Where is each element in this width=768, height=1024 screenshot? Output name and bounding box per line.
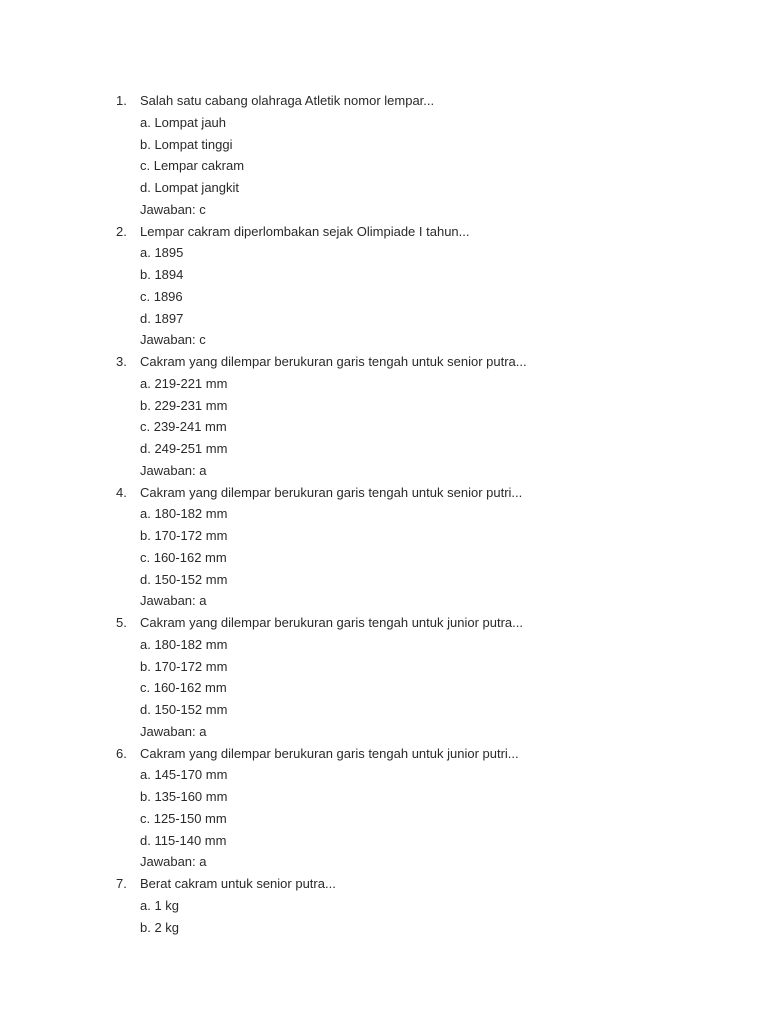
option-row	[0, 569, 768, 591]
question-number: 1.	[116, 93, 127, 108]
quiz-document	[0, 90, 768, 938]
question-row	[0, 482, 768, 504]
option-text: c. Lempar cakram	[140, 158, 245, 174]
option-text: a. 219-221 mm	[140, 375, 228, 391]
option-row	[0, 656, 768, 678]
option-text: c. 125-150 mm	[140, 810, 227, 826]
option-text: d. 150-152 mm	[140, 571, 228, 587]
option-text: b. 170-172 mm	[140, 658, 228, 674]
answer-row	[0, 329, 768, 351]
question-text: Cakram yang dilempar berukuran garis tengah untuk senior putri...	[140, 484, 523, 500]
option-text: a. 180-182 mm	[140, 506, 228, 522]
answer-text: Jawaban: a	[140, 723, 207, 739]
answer-row	[0, 199, 768, 221]
question-row	[0, 743, 768, 765]
question-number: 7.	[116, 876, 127, 891]
answer-row	[0, 851, 768, 873]
option-row	[0, 112, 768, 134]
option-row	[0, 416, 768, 438]
option-row	[0, 917, 768, 939]
question-row	[0, 612, 768, 634]
option-row	[0, 308, 768, 330]
option-text: c. 239-241 mm	[140, 419, 227, 435]
option-row	[0, 134, 768, 156]
question-text: Berat cakram untuk senior putra...	[140, 876, 336, 891]
option-row	[0, 438, 768, 460]
option-text: c. 160-162 mm	[140, 549, 227, 565]
option-row	[0, 547, 768, 569]
option-row	[0, 677, 768, 699]
question-text: Salah satu cabang olahraga Atletik nomor lempar...	[140, 93, 435, 108]
option-row	[0, 286, 768, 308]
option-text: b. 170-172 mm	[140, 528, 228, 543]
question-text: Lempar cakram diperlombakan sejak Olimpiade I tahun...	[140, 223, 470, 239]
option-text: a. Lompat jauh	[140, 114, 227, 130]
question-row	[0, 873, 768, 895]
question-number: 3.	[116, 354, 127, 369]
option-text: d. 115-140 mm	[140, 832, 227, 848]
option-row	[0, 808, 768, 830]
option-row	[0, 264, 768, 286]
option-row	[0, 525, 768, 547]
answer-text: Jawaban: c	[140, 332, 206, 348]
option-row	[0, 895, 768, 917]
option-row	[0, 764, 768, 786]
option-row	[0, 634, 768, 656]
option-row	[0, 395, 768, 417]
option-row	[0, 242, 768, 264]
option-row	[0, 177, 768, 199]
option-text: a. 145-170 mm	[140, 767, 228, 783]
option-text: a. 1 kg	[140, 897, 180, 913]
option-text: b. 1894	[140, 267, 184, 282]
question-text: Cakram yang dilempar berukuran garis tengah untuk senior putra...	[140, 354, 527, 369]
option-text: a. 180-182 mm	[140, 636, 228, 652]
option-row	[0, 155, 768, 177]
question-row	[0, 221, 768, 243]
option-text: d. 249-251 mm	[140, 441, 228, 456]
question-row	[0, 351, 768, 373]
question-text: Cakram yang dilempar berukuran garis tengah untuk junior putri...	[140, 745, 519, 761]
question-row	[0, 90, 768, 112]
question-number: 2.	[116, 223, 127, 239]
option-text: b. 229-231 mm	[140, 397, 228, 413]
option-text: b. 135-160 mm	[140, 789, 228, 804]
option-row	[0, 373, 768, 395]
answer-text: Jawaban: a	[140, 854, 207, 870]
question-number: 5.	[116, 615, 127, 630]
option-row	[0, 503, 768, 525]
option-text: d. Lompat jangkit	[140, 180, 240, 195]
question-number: 4.	[116, 484, 127, 500]
option-text: b. 2 kg	[140, 919, 180, 935]
option-text: d. 1897	[140, 310, 184, 326]
option-row	[0, 830, 768, 852]
answer-row	[0, 590, 768, 612]
option-text: d. 150-152 mm	[140, 702, 228, 717]
answer-text: Jawaban: a	[140, 462, 207, 478]
option-text: c. 160-162 mm	[140, 680, 227, 696]
option-text: b. Lompat tinggi	[140, 136, 233, 152]
option-text: a. 1895	[140, 245, 184, 261]
question-text: Cakram yang dilempar berukuran garis tengah untuk junior putra...	[140, 615, 523, 630]
option-row	[0, 699, 768, 721]
answer-row	[0, 721, 768, 743]
option-text: c. 1896	[140, 288, 183, 304]
option-row	[0, 786, 768, 808]
question-number: 6.	[116, 745, 127, 761]
answer-row	[0, 460, 768, 482]
answer-text: Jawaban: c	[140, 201, 206, 217]
answer-text: Jawaban: a	[140, 593, 207, 609]
